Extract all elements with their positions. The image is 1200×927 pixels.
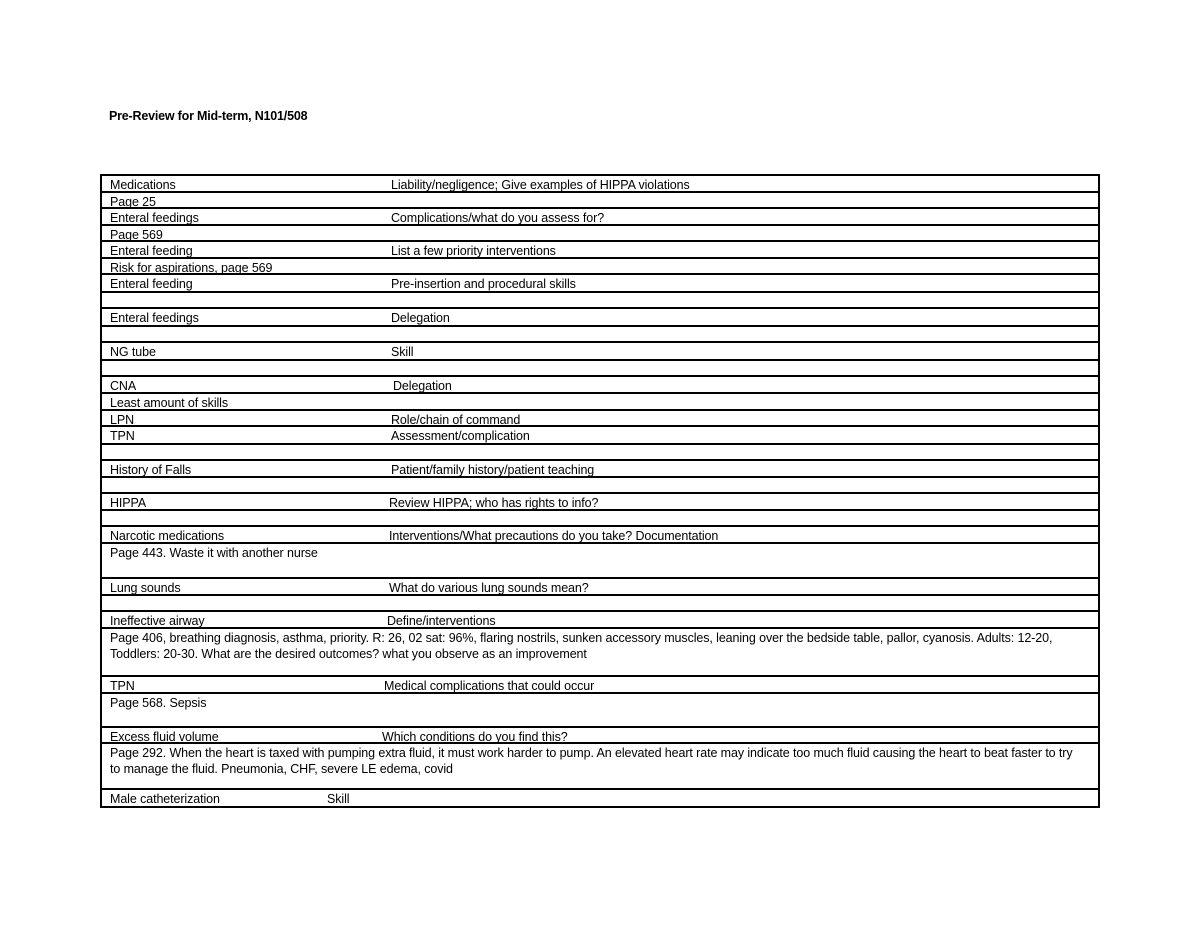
- table-row: [102, 394, 1098, 411]
- table-row: [102, 694, 1098, 728]
- row-topic: LPN: [110, 413, 135, 427]
- table-row: [102, 309, 1098, 327]
- row-review-item: Interventions/What precautions do you take? Documentation: [389, 529, 719, 543]
- row-topic: Ineffective airway: [110, 614, 205, 628]
- row-topic: Page 25: [110, 195, 156, 209]
- table-row: [102, 494, 1098, 511]
- row-topic: Enteral feeding: [110, 277, 193, 291]
- row-topic: TPN: [110, 429, 135, 443]
- row-topic: TPN: [110, 679, 135, 693]
- row-topic: History of Falls: [110, 463, 192, 477]
- row-review-item: Review HIPPA; who has rights to info?: [389, 496, 599, 510]
- row-review-item: Role/chain of command: [391, 413, 521, 427]
- row-review-item: Assessment/complication: [391, 429, 530, 443]
- row-review-item: Skill: [327, 792, 350, 806]
- table-row: [102, 275, 1098, 293]
- row-topic: CNA: [110, 379, 137, 393]
- table-row: [102, 361, 1098, 377]
- row-review-item: Liability/negligence; Give examples of HIPPA violations: [391, 178, 690, 192]
- row-topic: NG tube: [110, 345, 156, 359]
- row-review-item: Pre-insertion and procedural skills: [391, 277, 576, 291]
- table-row: [102, 293, 1098, 309]
- row-topic: Lung sounds: [110, 581, 181, 595]
- row-review-item: Define/interventions: [387, 614, 496, 628]
- row-topic: Enteral feedings: [110, 311, 199, 325]
- row-topic: Enteral feeding: [110, 244, 193, 258]
- table-row: [102, 226, 1098, 242]
- table-row: [102, 511, 1098, 527]
- table-row: [102, 327, 1098, 343]
- row-review-item: Complications/what do you assess for?: [391, 211, 605, 225]
- row-topic: Page 292. When the heart is taxed with pumping extra fluid, it must work harder to pump. An elevated heart rate may indicate too much fluid causing the heart to beat faster to try to manage the fluid. Pneumonia, CHF, severe LE edema, covid: [110, 746, 1073, 776]
- row-topic: HIPPA: [110, 496, 147, 510]
- row-topic: Enteral feedings: [110, 211, 199, 225]
- row-topic: Excess fluid volume: [110, 730, 219, 744]
- table-row: [102, 176, 1098, 193]
- table-row: [102, 259, 1098, 275]
- table-row: [102, 445, 1098, 461]
- review-table: [100, 174, 1100, 808]
- table-row: [102, 209, 1098, 226]
- table-row: [102, 744, 1098, 790]
- table-row: [102, 728, 1098, 744]
- table-row: [102, 612, 1098, 629]
- table-row: [102, 478, 1098, 494]
- row-topic: Medications: [110, 178, 176, 192]
- row-review-item: List a few priority interventions: [391, 244, 556, 258]
- row-topic: Male catheterization: [110, 792, 220, 806]
- row-topic: Least amount of skills: [110, 396, 228, 410]
- table-row: [102, 411, 1098, 427]
- table-row: [102, 790, 1098, 806]
- table-row: [102, 579, 1098, 596]
- row-topic: Page 406, breathing diagnosis, asthma, priority. R: 26, 02 sat: 96%, flaring nostrils, sunken accessory muscles, leaning over the bedside table, pallor, cyanosis. Adults: 12-20, Toddlers: 20-30. What are the desired outcomes? what you observe as an improvement: [110, 631, 1053, 661]
- row-review-item: Medical complications that could occur: [384, 679, 595, 693]
- row-review-item: Patient/family history/patient teaching: [391, 463, 595, 477]
- row-topic: Page 568. Sepsis: [110, 696, 207, 710]
- table-row: [102, 596, 1098, 612]
- row-review-item: Which conditions do you find this?: [382, 730, 568, 744]
- table-row: [102, 544, 1098, 579]
- table-row: [102, 677, 1098, 694]
- row-topic: Page 569: [110, 228, 163, 242]
- table-row: [102, 343, 1098, 361]
- row-review-item: Delegation: [393, 379, 452, 393]
- table-row: [102, 629, 1098, 677]
- document-title: Pre-Review for Mid-term, N101/508: [109, 109, 308, 123]
- row-topic: Narcotic medications: [110, 529, 225, 543]
- row-review-item: What do various lung sounds mean?: [389, 581, 589, 595]
- table-row: [102, 461, 1098, 478]
- table-row: [102, 242, 1098, 259]
- row-review-item: Skill: [391, 345, 414, 359]
- row-topic: Risk for aspirations, page 569: [110, 261, 273, 275]
- table-row: [102, 527, 1098, 544]
- table-row: [102, 193, 1098, 209]
- table-row: [102, 427, 1098, 445]
- row-review-item: Delegation: [391, 311, 450, 325]
- table-row: [102, 377, 1098, 394]
- row-topic: Page 443. Waste it with another nurse: [110, 546, 318, 560]
